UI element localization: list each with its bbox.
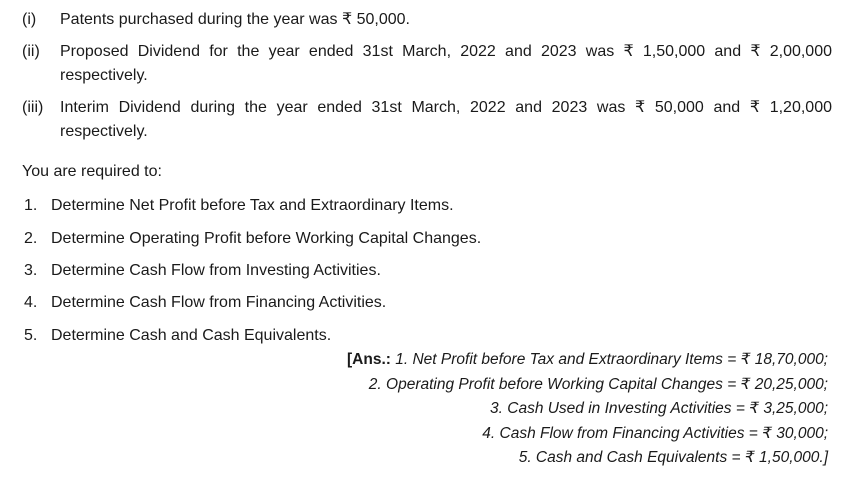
answer-block — [347, 348, 828, 471]
note-number: (i) — [22, 11, 37, 28]
requirement-item — [24, 324, 624, 348]
answer-line: 2. Operating Profit before Working Capital Changes = ₹ 20,25,000; — [368, 375, 828, 393]
requirements-intro: You are required to: — [22, 163, 162, 180]
answer-line: 5. Cash and Cash Equivalents = ₹ 1,50,000.] — [518, 449, 828, 466]
requirement-item — [24, 194, 624, 218]
requirement-number: 4. — [24, 294, 38, 311]
note-item — [22, 8, 832, 32]
note-item — [22, 96, 832, 144]
requirement-number: 1. — [24, 197, 38, 214]
requirement-number: 5. — [24, 327, 38, 344]
answer-line — [347, 348, 828, 373]
requirement-item — [24, 259, 624, 283]
note-text: Patents purchased during the year was ₹ 50,000. — [60, 11, 410, 28]
requirement-text: Determine Cash Flow from Investing Activities. — [51, 262, 381, 279]
note-item — [22, 40, 832, 88]
note-number: (iii) — [22, 99, 44, 116]
requirement-text: Determine Operating Profit before Working Capital Changes. — [51, 230, 482, 247]
requirement-text: Determine Net Profit before Tax and Extraordinary Items. — [51, 197, 454, 214]
requirement-item — [24, 227, 624, 251]
requirement-text: Determine Cash Flow from Financing Activities. — [51, 294, 387, 311]
requirement-text: Determine Cash and Cash Equivalents. — [51, 327, 332, 344]
answer-line: 4. Cash Flow from Financing Activities = ₹ 30,000; — [482, 424, 828, 442]
note-number: (ii) — [22, 43, 40, 60]
requirement-number: 2. — [24, 230, 38, 247]
note-text: Proposed Dividend for the year ended 31st March, 2022 and 2023 was ₹ 1,50,000 and ₹ 2,00,000 respectively. — [60, 43, 832, 84]
answer-text: 1. Net Profit before Tax and Extraordinary Items = ₹ 18,70,000; — [395, 351, 828, 368]
requirement-item — [24, 291, 624, 315]
note-text: Interim Dividend during the year ended 31st March, 2022 and 2023 was ₹ 50,000 and ₹ 1,20,000 respectively. — [60, 99, 832, 140]
answer-line: 3. Cash Used in Investing Activities = ₹ 3,25,000; — [490, 400, 828, 417]
answer-label: [Ans.: — [347, 351, 391, 368]
requirement-number: 3. — [24, 262, 38, 279]
